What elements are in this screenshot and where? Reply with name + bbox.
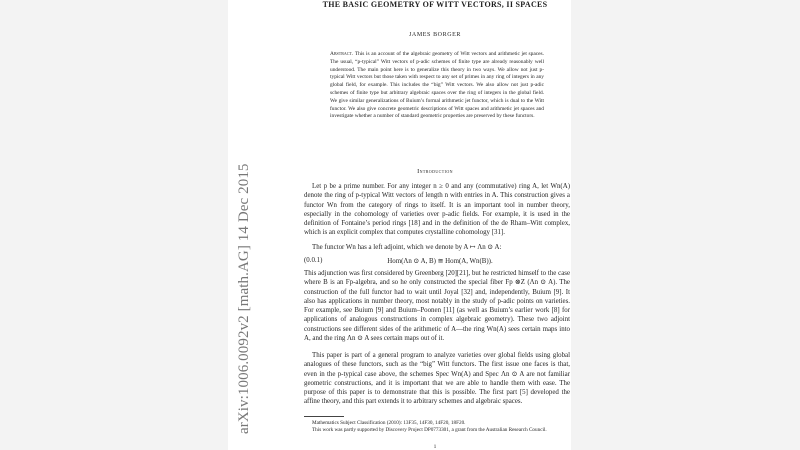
abstract-label: Abstract.: [330, 51, 354, 57]
footnote-msc: Mathematics Subject Classification (2010): 13F35, 14F30, 14F20, 18F20.: [312, 420, 466, 426]
intro-paragraph-3: This adjunction was first considered by Greenberg [20][21], but he restricted himself to the case where B is an Fp-algebra, and so he only constructed the special fiber Fp ⊗Z (Λn ⊙ A). The construction of the full functor had to wait until Joyal [32] and, independently, Buium [9]. It also has applications in number theory, most notably in the study of p-adic points on varieties. For example, see Buium [9] and Buium–Poonen [11] (as well as Buium’s earlier work [8] for applications of analogous constructions in complex algebraic geometry). These two adjoint constructions see different sides of the arithmetic of A—the ring Wn(A) sees certain maps into A, and the ring Λn ⊙ A sees certain maps out of it.: [304, 270, 570, 343]
page-number: 1: [433, 444, 437, 450]
section-heading: Introduction: [417, 168, 453, 175]
intro-paragraph-4: This paper is part of a general program to analyze varieties over global fields using global analogues of these functors, such as the “big” Witt functors. The first issue one faces is that, even in the p-typical case above, the schemes Spec Wn(A) and Spec Λn ⊙ A are not familiar geometric constructions, and it is important that we are able to handle them with ease. The purpose of this paper is to demonstrate that this is possible. The first part [5] developed the affine theory, and this part extends it to arbitrary schemes and algebraic spaces.: [304, 352, 570, 406]
equation-label: (0.0.1): [304, 257, 323, 264]
intro-paragraph-1: Let p be a prime number. For any integer n ≥ 0 and any (commutative) ring A, let Wn(A) denote the ring of p-typical Witt vectors of length n with entries in A. This construction gives a functor Wn from the category of rings to itself. It is an important tool in number theory, especially in the cohomology of varieties over p-adic fields. For example, it is used in the definition of Fontaine’s period rings [18] and in the definition of the de Rham–Witt complex, which is an explicit complex that computes crystalline cohomology [31].: [304, 183, 570, 237]
abstract-text: This is an account of the algebraic geometry of Witt vectors and arithmetic jet spaces. The usual, “p-typical” Witt vectors of p-adic schemes of finite type are already reasonably well understood. The main point here is to generalize this theory in two ways. We allow not just p-typical Witt vectors but those taken with respect to any set of primes in any ring of integers in any global field, for example. This includes the “big” Witt vectors. We also allow not just p-adic schemes of finite type but arbitrary algebraic spaces over the ring of integers in the global field. We give similar generalizations of Buium’s formal arithmetic jet functor, which is dual to the Witt functor. We also give concrete geometric descriptions of Witt spaces and arithmetic jet spaces and investigate whether a number of standard geometric properties are preserved by these functors.: [330, 51, 544, 120]
paper-title: THE BASIC GEOMETRY OF WITT VECTORS, II SPACES: [322, 0, 548, 9]
arxiv-stamp: arXiv:1006.0092v2 [math.AG] 14 Dec 2015: [236, 163, 252, 434]
intro-paragraph-2: The functor Wn has a left adjoint, which we denote by A ↦ Λn ⊙ A:: [312, 244, 502, 251]
footnote-rule: [304, 416, 344, 417]
abstract: [330, 51, 544, 121]
paper-author: JAMES BORGER: [408, 32, 462, 38]
footnote-funding: This work was partly supported by Discovery Project DP0773301, a grant from the Australian Research Council.: [312, 427, 547, 433]
equation: Hom(Λn ⊙ A, B) ≅ Hom(A, Wn(B)).: [387, 258, 493, 265]
